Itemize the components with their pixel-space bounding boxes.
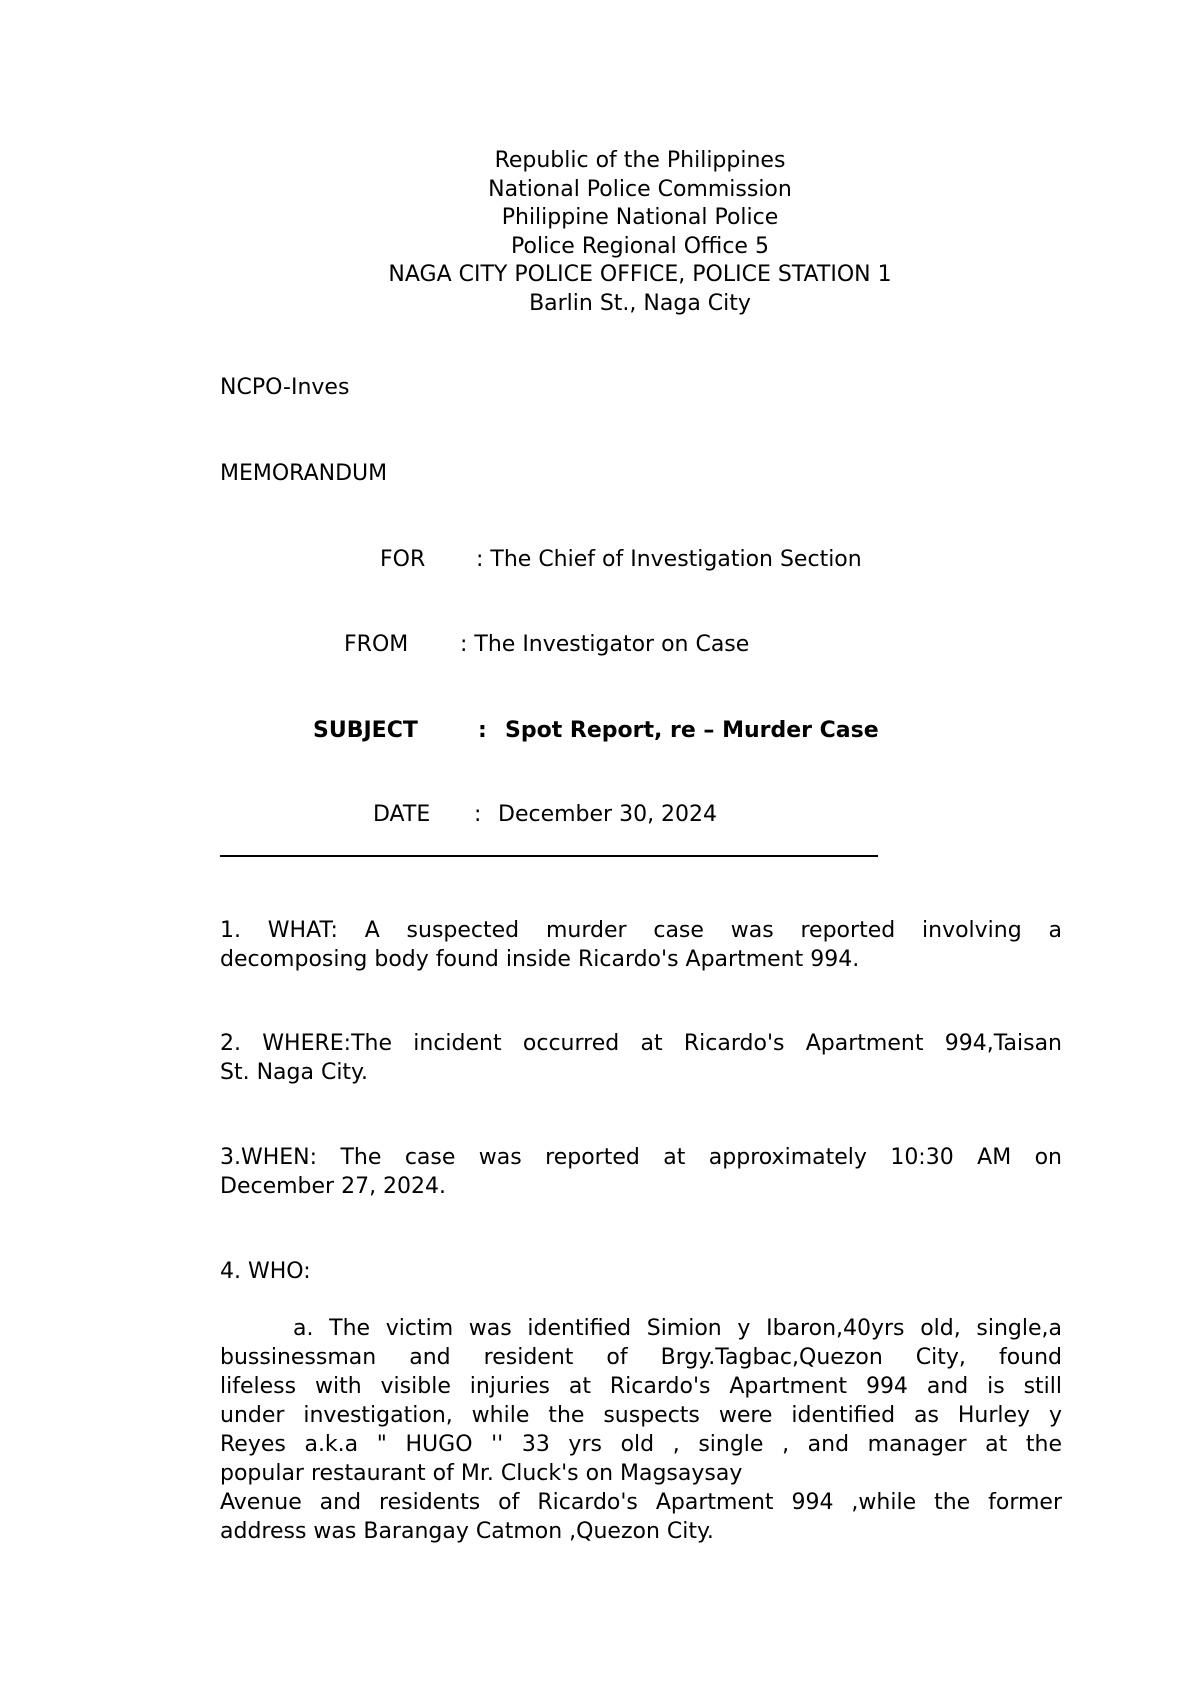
for-label: FOR [380,547,426,572]
who-line-4: under investigation, while the suspects were identified as Hurley y [220,1403,1062,1428]
paragraph-who [220,1314,1062,1546]
paragraph-when [220,1143,1062,1201]
paragraph-what [220,916,1062,974]
who-heading [220,1257,1062,1286]
date-colon: : [474,802,482,827]
paragraph-where [220,1029,1062,1087]
for-value: : The Chief of Investigation Section [476,547,862,572]
who-line-3: lifeless with visible injuries at Ricardo's Apartment 994 and is still [220,1374,1062,1399]
where-line-2: St. Naga City. [220,1060,368,1085]
who-line-2: bussinessman and resident of Brgy.Tagbac,Quezon City, found [220,1345,1062,1370]
header-address: Barlin St., Naga City [529,290,751,316]
who-line-7: Avenue and residents of Ricardo's Apartment 994 ,while the former [220,1490,1062,1515]
header-napolcom: National Police Commission [488,176,792,202]
from-value: : The Investigator on Case [460,632,750,657]
letterhead [0,147,1200,318]
who-line-8: address was Barangay Catmon ,Quezon City. [220,1519,714,1544]
when-line-2: December 27, 2024. [220,1174,447,1199]
subject-value: Spot Report, re – Murder Case [505,718,879,743]
subject-colon: : [478,718,487,743]
reference-code: NCPO-Inves [220,375,350,400]
separator-rule [220,855,878,857]
when-line-1: 3.WHEN: The case was reported at approximately 10:30 AM on [220,1145,1062,1170]
who-line-6: popular restaurant of Mr. Cluck's on Magsaysay [220,1461,743,1486]
header-pnp: Philippine National Police [501,205,779,230]
subject-label: SUBJECT [313,718,418,743]
who-line-5: Reyes a.k.a " HUGO '' 33 yrs old , single , and manager at the [220,1432,1062,1457]
memo-title: MEMORANDUM [220,461,388,486]
where-line-1: 2. WHERE:The incident occurred at Ricardo's Apartment 994,Taisan [220,1031,1062,1056]
date-value: December 30, 2024 [498,802,718,827]
who-heading-text: 4. WHO: [220,1259,311,1284]
what-line-1: 1. WHAT: A suspected murder case was reported involving a [220,918,1062,943]
header-republic: Republic of the Philippines [494,148,786,173]
what-line-2: decomposing body found inside Ricardo's Apartment 994. [220,947,860,972]
header-police-station: NAGA CITY POLICE OFFICE, POLICE STATION 1 [388,262,892,287]
who-line-1: a. The victim was identified Simion y Ibaron,40yrs old, single,a [293,1316,1062,1341]
from-label: FROM [344,632,409,657]
header-regional-office: Police Regional Office 5 [511,233,769,259]
date-label: DATE [373,802,431,827]
